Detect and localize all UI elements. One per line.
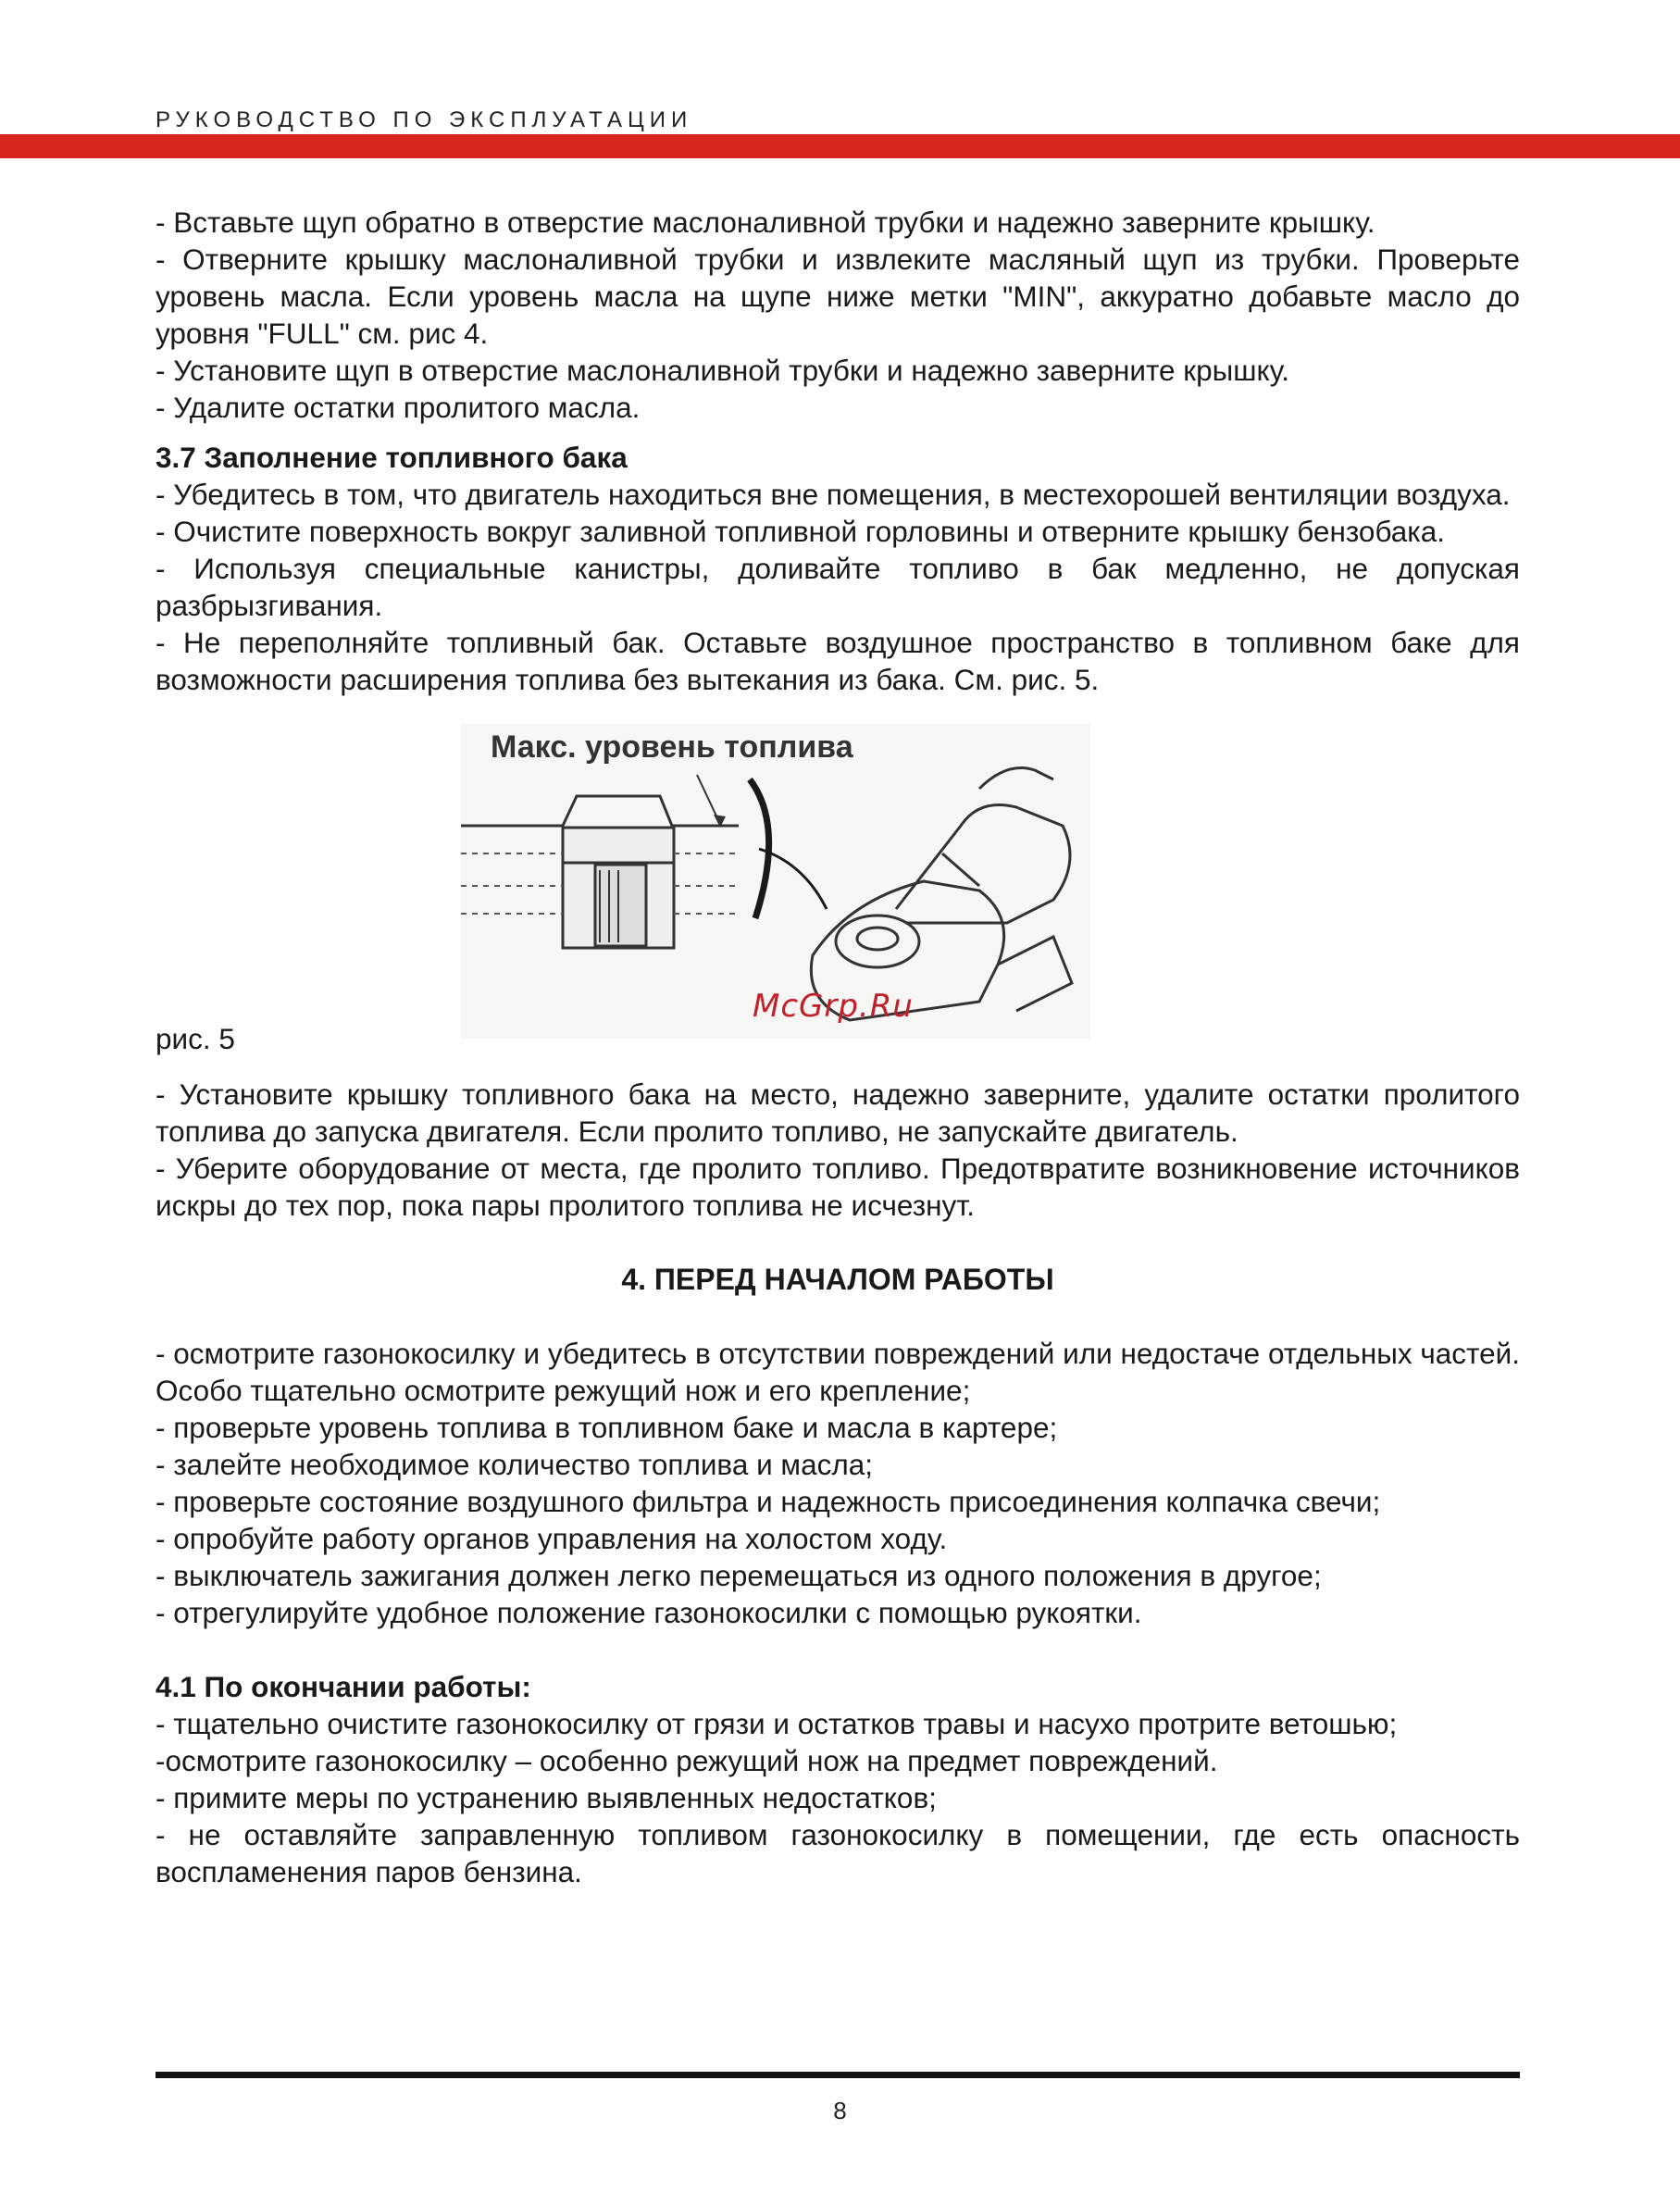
paragraph: - Уберите оборудование от места, где пролито топливо. Предотвратите возникновение источников искры до тех пор, пока пары пролитого топлива не исчезнут. (156, 1152, 1520, 1222)
watermark: McGrp.Ru (753, 988, 914, 1025)
paragraph: - выключатель зажигания должен легко перемещаться из одного положения в другое; (156, 1559, 1322, 1592)
paragraph: - Удалите остатки пролитого масла. (156, 391, 641, 424)
page-number: 8 (833, 2097, 847, 2124)
paragraph: - Вставьте щуп обратно в отверстие маслоналивной трубки и надежно заверните крышку. (156, 206, 1375, 239)
paragraph: - осмотрите газонокосилку и убедитесь в отсутствии повреждений или недостаче отдельных частей. Особо тщательно осмотрите режущий нож и его крепление; (156, 1337, 1520, 1407)
figure-5 (156, 724, 1520, 1076)
paragraph: - тщательно очистите газонокосилку от грязи и остатков травы и насухо протрите ветошью; (156, 1707, 1398, 1740)
paragraph: - Очистите поверхность вокруг заливной топливной горловины и отверните крышку бензобака. (156, 515, 1446, 548)
paragraph: - Убедитесь в том, что двигатель находиться вне помещения, в местехорошей вентиляции воздуха. (156, 478, 1511, 511)
section-heading: 3.7 Заполнение топливного бака (156, 441, 628, 474)
paragraph: - Используя специальные канистры, доливайте топливо в бак медленно, не допуская разбрызгивания. (156, 552, 1520, 622)
footer-rule (156, 2072, 1520, 2078)
paragraph: - Установите крышку топливного бака на место, надежно заверните, удалите остатки пролитого топлива до запуска двигателя. Если пролито топливо, не запускайте двигатель. (156, 1078, 1520, 1148)
paragraph: - залейте необходимое количество топлива и масла; (156, 1448, 874, 1481)
figure-caption: рис. 5 (156, 1022, 235, 1055)
header-bar (0, 134, 1680, 158)
paragraph: -осмотрите газонокосилку – особенно режущий нож на предмет повреждений. (156, 1744, 1218, 1777)
figure-label: Макс. уровень топлива (491, 729, 853, 765)
paragraph: - Установите щуп в отверстие маслоналивной трубки и надежно заверните крышку. (156, 354, 1289, 387)
paragraph: - не оставляйте заправленную топливом газонокосилку в помещении, где есть опасность воспламенения паров бензина. (156, 1818, 1520, 1888)
paragraph: - примите меры по устранению выявленных недостатков; (156, 1781, 937, 1814)
header-title: РУКОВОДСТВО ПО ЭКСПЛУАТАЦИИ (156, 107, 693, 132)
paragraph: - отрегулируйте удобное положение газонокосилки с помощью рукоятки. (156, 1596, 1142, 1629)
paragraph: - опробуйте работу органов управления на холостом ходу. (156, 1522, 948, 1555)
paragraph: - проверьте уровень топлива в топливном баке и масла в картере; (156, 1411, 1058, 1444)
paragraph: - Не переполняйте топливный бак. Оставьте воздушное пространство в топливном баке для возможности расширения топлива без вытекания из бака. См. рис. 5. (156, 626, 1520, 696)
page-content (156, 204, 1520, 1890)
paragraph: - проверьте состояние воздушного фильтра и надежность присоединения колпачка свечи; (156, 1485, 1381, 1518)
paragraph: - Отверните крышку маслоналивной трубки и извлеките масляный щуп из трубки. Проверьте уровень масла. Если уровень масла на щупе ниже метки "MIN", аккуратно добавьте масло до уровня "FULL" см. рис 4. (156, 243, 1520, 350)
section-heading: 4.1 По окончании работы: (156, 1670, 531, 1703)
section-heading: 4. ПЕРЕД НАЧАЛОМ РАБОТЫ (621, 1263, 1054, 1296)
